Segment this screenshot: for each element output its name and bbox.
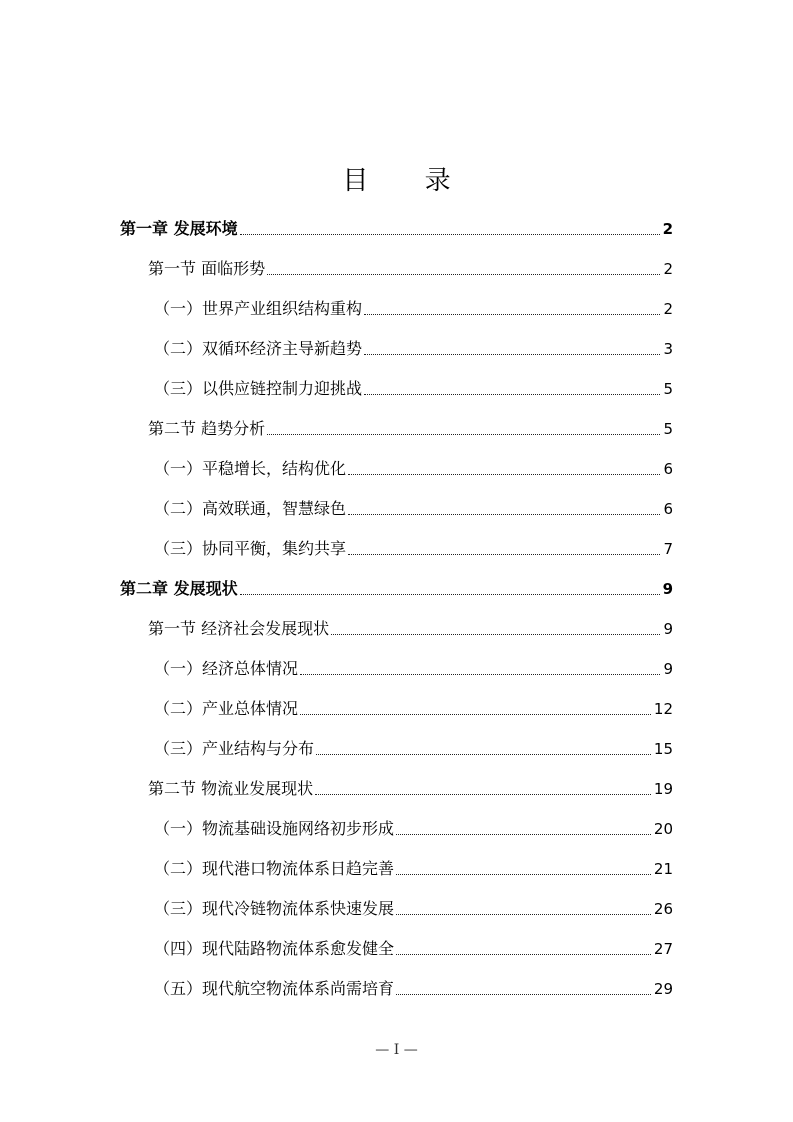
toc-entry-label: （三）现代冷链物流体系快速发展 xyxy=(154,899,395,918)
dot-leader xyxy=(348,474,660,475)
toc-entry-page: 29 xyxy=(653,980,673,998)
toc-entry[interactable] xyxy=(148,415,673,439)
toc-entry-label: （二）产业总体情况 xyxy=(154,699,299,718)
dot-leader xyxy=(267,434,660,435)
dot-leader xyxy=(364,394,660,395)
toc-entry-label: （一）经济总体情况 xyxy=(154,659,299,678)
toc-entry-label: 第二章 发展现状 xyxy=(120,579,238,598)
toc-entry[interactable] xyxy=(154,335,673,359)
dot-leader xyxy=(364,354,660,355)
toc-entry[interactable] xyxy=(154,535,673,559)
toc-entry-page: 5 xyxy=(663,420,673,438)
dot-leader xyxy=(396,994,651,995)
toc-entry[interactable] xyxy=(154,735,673,759)
toc-entry-page: 9 xyxy=(663,660,673,678)
toc-entry-page: 26 xyxy=(653,900,673,918)
toc-entry-page: 19 xyxy=(653,780,673,798)
toc-entry-page: 9 xyxy=(662,580,673,598)
toc-entry-label: （三）以供应链控制力迎挑战 xyxy=(154,379,363,398)
toc-entry-page: 20 xyxy=(653,820,673,838)
toc-entry-label: （四）现代陆路物流体系愈发健全 xyxy=(154,939,395,958)
toc-entry[interactable] xyxy=(148,615,673,639)
toc-entry-page: 5 xyxy=(663,380,673,398)
toc-entry-page: 2 xyxy=(662,220,673,238)
toc-entry-label: （一）世界产业组织结构重构 xyxy=(154,299,363,318)
dot-leader xyxy=(396,874,651,875)
toc-entry[interactable] xyxy=(154,815,673,839)
toc-entry-label: （三）产业结构与分布 xyxy=(154,739,315,758)
toc-entry-page: 9 xyxy=(663,620,673,638)
toc-entry-label: （三）协同平衡，集约共享 xyxy=(154,539,347,558)
dot-leader xyxy=(300,674,660,675)
dot-leader xyxy=(240,594,660,595)
dot-leader xyxy=(267,274,660,275)
dot-leader xyxy=(300,714,651,715)
toc-entry[interactable] xyxy=(154,295,673,319)
toc-entry-label: 第二节 趋势分析 xyxy=(148,419,266,438)
toc-entry-label: 第一章 发展环境 xyxy=(120,219,238,238)
toc-entry-page: 2 xyxy=(663,260,673,278)
toc-entry[interactable] xyxy=(154,495,673,519)
toc-entry[interactable] xyxy=(154,895,673,919)
dot-leader xyxy=(316,754,651,755)
toc-entry-page: 7 xyxy=(663,540,673,558)
toc-entry-label: 第一节 经济社会发展现状 xyxy=(148,619,330,638)
toc-entry[interactable] xyxy=(148,775,673,799)
toc-entry[interactable] xyxy=(154,455,673,479)
dot-leader xyxy=(396,954,651,955)
dot-leader xyxy=(364,314,660,315)
toc-entry-page: 12 xyxy=(653,700,673,718)
toc-entry[interactable] xyxy=(154,695,673,719)
dot-leader xyxy=(396,914,651,915)
toc-entry-label: 第二节 物流业发展现状 xyxy=(148,779,314,798)
toc-title: 目 录 xyxy=(342,166,475,196)
toc-entry[interactable] xyxy=(154,975,673,999)
toc-entry-page: 3 xyxy=(663,340,673,358)
toc-entry-label: （二）高效联通，智慧绿色 xyxy=(154,499,347,518)
toc-entry-label: （二）双循环经济主导新趋势 xyxy=(154,339,363,358)
toc-entry-page: 6 xyxy=(663,460,673,478)
dot-leader xyxy=(348,554,660,555)
toc-entry[interactable] xyxy=(154,855,673,879)
toc-entry-label: （一）平稳增长，结构优化 xyxy=(154,459,347,478)
dot-leader xyxy=(240,234,660,235)
toc-entry-page: 2 xyxy=(663,300,673,318)
toc-entry[interactable] xyxy=(120,575,673,599)
toc-entry[interactable] xyxy=(154,935,673,959)
page-number-footer: — I — xyxy=(375,1042,418,1058)
toc-entry-page: 21 xyxy=(653,860,673,878)
toc-entry-label: 第一节 面临形势 xyxy=(148,259,266,278)
toc-entry-label: （五）现代航空物流体系尚需培育 xyxy=(154,979,395,998)
toc-entry[interactable] xyxy=(154,375,673,399)
toc-entry-page: 6 xyxy=(663,500,673,518)
toc-entry[interactable] xyxy=(148,255,673,279)
toc-entry-page: 27 xyxy=(653,940,673,958)
toc-entry-label: （二）现代港口物流体系日趋完善 xyxy=(154,859,395,878)
toc-entry-label: （一）物流基础设施网络初步形成 xyxy=(154,819,395,838)
toc-entry[interactable] xyxy=(154,655,673,679)
toc-entry[interactable] xyxy=(120,215,673,239)
dot-leader xyxy=(315,794,651,795)
dot-leader xyxy=(396,834,651,835)
dot-leader xyxy=(348,514,660,515)
toc-entry-page: 15 xyxy=(653,740,673,758)
dot-leader xyxy=(331,634,660,635)
